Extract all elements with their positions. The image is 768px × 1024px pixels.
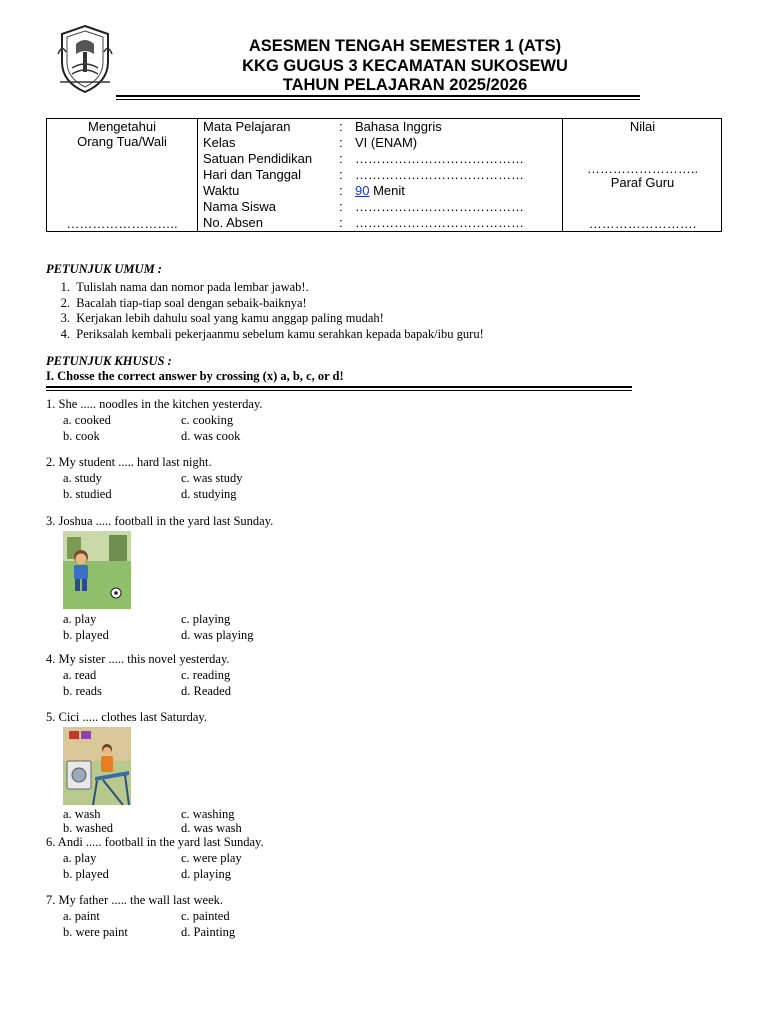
field-value-date: ………………………………… [355, 167, 524, 182]
teacher-signature-label: Paraf Guru [610, 175, 675, 190]
question-3 [46, 513, 273, 643]
field-sep: : [339, 183, 343, 198]
field-sep: : [339, 215, 343, 230]
option-d[interactable]: d. Painting [181, 925, 236, 939]
field-sep: : [339, 167, 343, 182]
option-a[interactable]: a. read [63, 668, 97, 682]
boy-playing-football-picture [63, 531, 131, 609]
exam-title-line3: TAHUN PELAJARAN 2025/2026 [282, 76, 528, 94]
option-b[interactable]: b. played [63, 867, 109, 881]
field-label-number: No. Absen [203, 215, 263, 230]
question-stem: 1. She ..... noodles in the kitchen yesterday. [46, 397, 263, 411]
regency-emblem-logo [56, 24, 114, 94]
option-d[interactable]: d. playing [181, 867, 231, 881]
special-instructions-title: PETUNJUK KHUSUS : [46, 354, 172, 368]
field-label-name: Nama Siswa [203, 199, 276, 214]
field-label-subject: Mata Pelajaran [203, 119, 291, 134]
question-5 [46, 709, 242, 835]
field-sep: : [339, 135, 343, 150]
option-b[interactable]: b. played [63, 628, 109, 642]
option-d[interactable]: d. was wash [181, 821, 242, 835]
option-c[interactable]: c. was study [181, 471, 243, 485]
option-b[interactable]: b. studied [63, 487, 112, 501]
question-2 [46, 454, 242, 502]
option-a[interactable]: a. study [63, 471, 102, 485]
option-b[interactable]: b. reads [63, 684, 102, 698]
header-rule-thick [116, 95, 640, 97]
option-c[interactable]: c. reading [181, 668, 231, 682]
option-c[interactable]: c. cooking [181, 413, 234, 427]
girl-washing-clothes-picture [63, 727, 131, 805]
teacher-signature-dots: ……………………. [588, 216, 697, 231]
option-a[interactable]: a. wash [63, 807, 101, 821]
duration-link[interactable]: 90 [355, 183, 370, 198]
field-value-school: ………………………………… [355, 151, 524, 166]
field-value-class: VI (ENAM) [355, 135, 418, 150]
parent-label-2: Orang Tua/Wali [77, 134, 167, 149]
parent-signature-dots: …………………….. [66, 216, 178, 231]
field-label-class: Kelas [203, 135, 236, 150]
question-stem: 4. My sister ..... this novel yesterday. [46, 652, 230, 666]
option-b[interactable]: b. washed [63, 821, 113, 835]
list-item: 4. Periksalah kembali pekerjaanmu sebelum kamu serahkan kepada bapak/ibu guru! [60, 326, 484, 341]
field-value-name: ………………………………… [355, 199, 524, 214]
option-a[interactable]: a. cooked [63, 413, 111, 427]
identity-table [46, 118, 722, 232]
option-d[interactable]: d. studying [181, 487, 237, 501]
list-item: 1. Tulislah nama dan nomor pada lembar jawab!. [60, 280, 309, 294]
field-label-school: Satuan Pendidikan [203, 151, 313, 166]
field-label-date: Hari dan Tanggal [203, 167, 302, 182]
field-sep: : [339, 151, 343, 166]
field-value-number: ………………………………… [355, 215, 524, 230]
section-rule-thin [46, 390, 632, 391]
field-value-time [355, 183, 405, 198]
duration-unit: Menit [369, 183, 405, 198]
question-stem: 3. Joshua ..... football in the yard last Sunday. [46, 514, 274, 528]
field-sep: : [339, 199, 343, 214]
option-d[interactable]: d. was cook [181, 429, 241, 443]
parent-column [47, 119, 198, 231]
list-item: 2. Bacalah tiap-tiap soal dengan sebaik-baiknya! [60, 295, 307, 310]
part-one-instruction: I. Chosse the correct answer by crossing (x) a, b, c, or d! [46, 369, 344, 383]
exam-title-line1: ASESMEN TENGAH SEMESTER 1 (ATS) [248, 37, 562, 55]
question-stem: 5. Cici ..... clothes last Saturday. [46, 710, 207, 724]
option-c[interactable]: c. playing [181, 612, 231, 626]
general-instructions-title: PETUNJUK UMUM : [46, 262, 162, 276]
exam-title-line2: KKG GUGUS 3 KECAMATAN SUKOSEWU [242, 57, 568, 75]
field-label-time: Waktu [203, 183, 240, 198]
question-1 [46, 396, 263, 444]
header-rule-thin [116, 99, 640, 100]
option-a[interactable]: a. play [63, 851, 97, 865]
field-sep: : [339, 119, 343, 134]
option-b[interactable]: b. were paint [63, 925, 128, 939]
question-7 [46, 892, 235, 940]
section-rule-thick [46, 386, 632, 388]
option-c[interactable]: c. washing [181, 807, 235, 821]
list-item: 3. Kerjakan lebih dahulu soal yang kamu anggap paling mudah! [60, 311, 384, 325]
option-c[interactable]: c. painted [181, 909, 230, 923]
general-instructions-list [46, 280, 484, 342]
score-dots: …………………….. [586, 161, 699, 176]
option-a[interactable]: a. paint [63, 909, 100, 923]
question-stem: 2. My student ..... hard last night. [46, 455, 212, 469]
question-stem: 6. Andi ..... football in the yard last Sunday. [46, 835, 264, 849]
score-label: Nilai [629, 119, 656, 134]
field-value-subject: Bahasa Inggris [355, 119, 442, 134]
question-4 [46, 651, 231, 699]
option-d[interactable]: d. Readed [181, 684, 231, 698]
option-b[interactable]: b. cook [63, 429, 100, 443]
option-d[interactable]: d. was playing [181, 628, 254, 642]
option-a[interactable]: a. play [63, 612, 97, 626]
score-column [562, 119, 722, 231]
option-c[interactable]: c. were play [181, 851, 242, 865]
question-stem: 7. My father ..... the wall last week. [46, 893, 224, 907]
question-6 [46, 834, 264, 882]
parent-label-1: Mengetahui [88, 119, 156, 134]
